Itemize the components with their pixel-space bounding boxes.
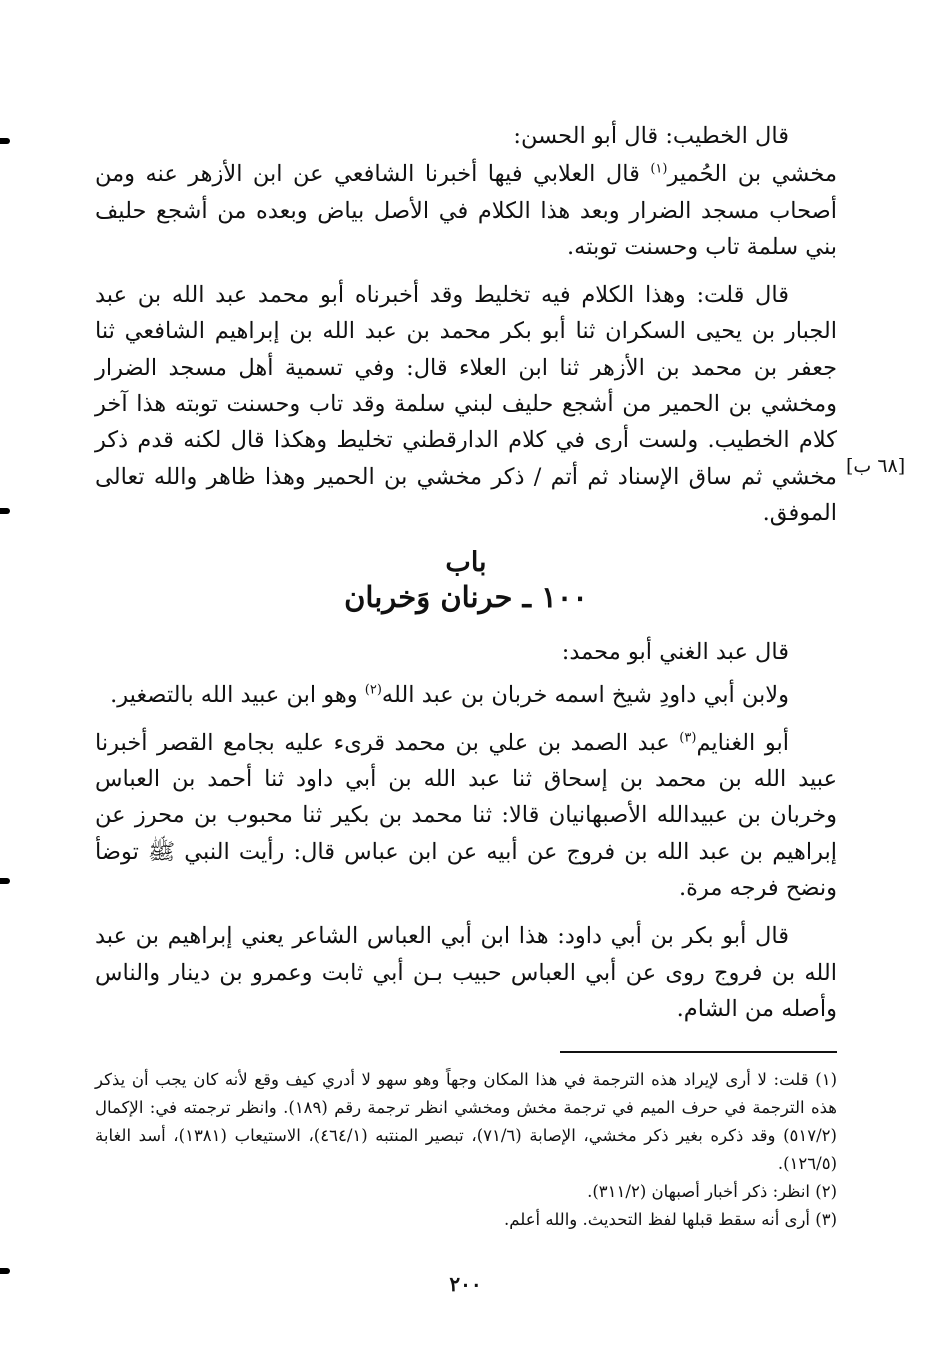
- footnote-divider: [560, 1051, 837, 1053]
- paragraph-commentary: قال قلت: وهذا الكلام فيه تخليط وقد أخبرناه أبو محمد عبد الله بن عبد الجبار بن يحيى السكران ثنا أبو بكر محمد بن عبد الله بن إبراهيم الشافعي ثنا جعفر بن محمد بن الأزهر ثنا ابن العلاء قال: وفي تسمية أهل مسجد الضرار ومخشي بن الحمير من أشجع حليف لبني سلمة وقد تاب وحسنت توبته هذا آخر كلام الخطيب. ولست أرى في كلام الدارقطني تخليط وهكذا قال لكنه قدم ذكر مخشي ثم ساق الإسناد ثم أتم / ذكر مخشي بن الحمير وهذا ظاهر والله تعالى الموفق.: [95, 282, 837, 526]
- footnote-ref-1: (١): [650, 161, 668, 177]
- page-number: ٢٠٠: [449, 1272, 482, 1296]
- footnote-ref-2: (٢): [364, 682, 382, 698]
- paragraph-ibn-abi-dawud: قال أبو بكر بن أبي داود: هذا ابن أبي العباس الشاعر يعني إبراهيم بن عبد الله بن فروج روى عن أبي العباس حبيب بـن أبي ثابت وعمرو بن دينار والناس وأصله من الشام.: [95, 923, 837, 1022]
- footnote-3: (٣) أرى أنه سقط قبلها لفظ التحديث. والله أعلم.: [504, 1210, 837, 1229]
- bab-heading: باب: [445, 547, 487, 579]
- hadith-text: عبد الصمد بن علي بن محمد قرىء عليه بجامع القصر أخبرنا عبيد الله بن محمد بن إسحاق ثنا عبد الله بن أبي داود ثنا أحمد بن العباس وخربان بن عبيدالله الأصبهانيان قالا: ثنا محمد بن بكير ثنا محبوب بن محرز عن إبراهيم بن عبد الله بن فروج عن أبيه عن ابن عباس قال: رأيت النبي ﷺ توضأ ونضح فرجه مرة.: [95, 729, 837, 902]
- paragraph-hadith: [95, 725, 837, 906]
- footnotes: [95, 1066, 837, 1234]
- entry-name: مخشي بن الحُمير: [667, 161, 837, 188]
- paragraph-entry: [95, 156, 837, 265]
- section-heading: ١٠٠ ـ حرنان وَخربان: [344, 580, 588, 615]
- scan-edge-mark: [0, 878, 10, 884]
- footnote-1: (١) قلت: لا أرى لإيراد هذه الترجمة في هذا المكان وجهاً وهو سهو لا أدري كيف وقع لأنه كان يجب أن يذكر هذه الترجمة في حرف الميم في ترجمة مخش ومخشي انظر ترجمة رقم (١٨٩). وانظر ترجمته في: الإكمال (٥١٧/٢) وقد ذكره بغير ذكر مخشي، الإصابة (٧١/٦)، تبصير المنتبه (٤٦٤/١)، الاستيعاب (١٣٨١)، أسد الغابة (١٢٦/٥).: [95, 1070, 838, 1173]
- footnote-2: (٢) انظر: ذكر أخبار أصبهان (٣١١/٢).: [587, 1182, 837, 1201]
- footnote-ref-3: (٣): [679, 730, 697, 746]
- scan-edge-mark: [0, 508, 10, 514]
- hadith-narrator: أبو الغنايم: [696, 729, 789, 756]
- khurban-text: ولابن أبي داودِ شيخ اسمه خربان بن عبد الله: [381, 681, 789, 708]
- main-text: [95, 118, 837, 1039]
- khurban-text-end: وهو ابن عبيد الله بالتصغير.: [110, 681, 365, 708]
- folio-margin-note: [٦٨ ب]: [846, 455, 906, 477]
- scan-edge-mark: [0, 138, 10, 144]
- paragraph-intro: قال الخطيب: قال أبو الحسن:: [513, 123, 789, 149]
- paragraph-source: قال عبد الغني أبو محمد:: [561, 639, 789, 666]
- paragraph-khurban: [95, 677, 837, 713]
- entry-text: قال العلابي فيها أخبرنا الشافعي عن ابن الأزهر عنه ومن أصحاب مسجد الضرار وبعد هذا الكلام في الأصل بياض وبعده من أشجع حليف بني سلمة تاب وحسنت توبته.: [95, 161, 837, 260]
